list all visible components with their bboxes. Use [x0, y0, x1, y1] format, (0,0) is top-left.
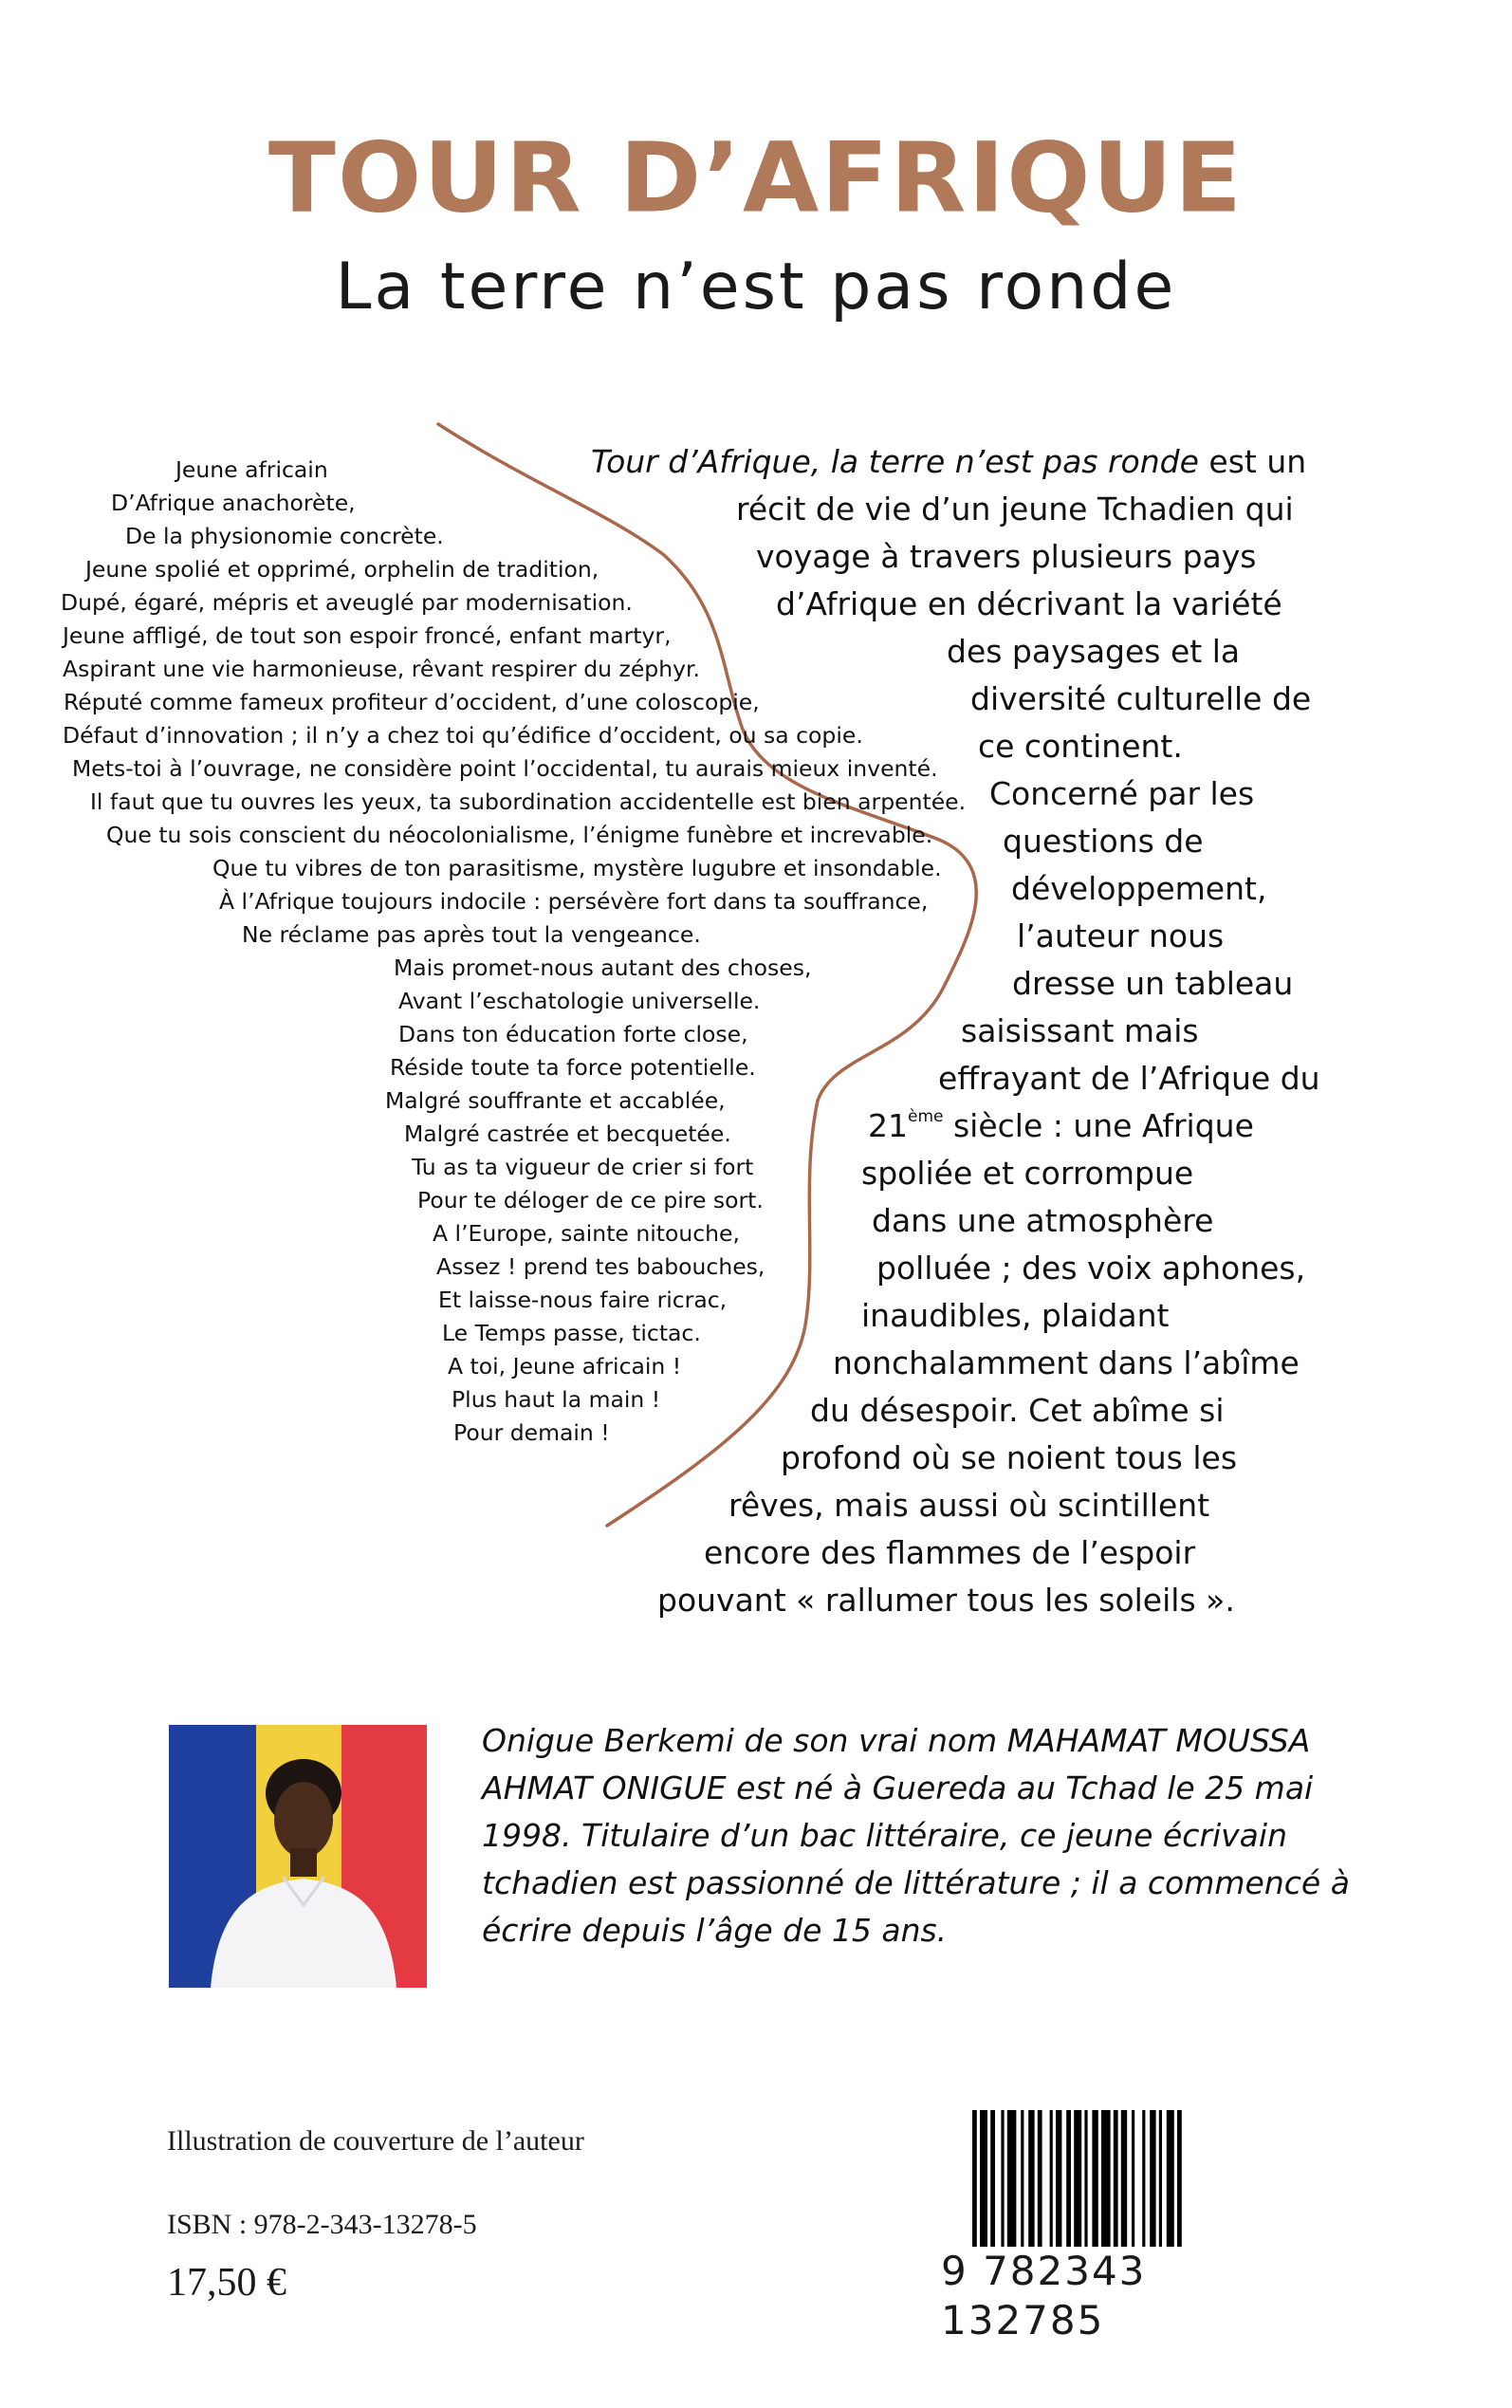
blurb-line: Concerné par les [989, 775, 1255, 812]
blurb-line: saisissant mais [961, 1012, 1199, 1049]
poem-line: Aspirant une vie harmonieuse, rêvant respirer du zéphyr. [63, 656, 700, 682]
poem-line: À l’Afrique toujours indocile : persévère fort dans ta souffrance, [219, 888, 929, 915]
blurb-line: dresse un tableau [1012, 965, 1294, 1002]
blurb-line-rest: est un [1198, 443, 1307, 480]
book-title: TOUR D’AFRIQUE [267, 120, 1245, 234]
poem-line: Mets-toi à l’ouvrage, ne considère point l’occidental, tu aurais mieux inventé. [72, 755, 938, 782]
blurb-line: encore des flammes de l’espoir [704, 1534, 1196, 1571]
poem-line: Malgré souffrante et accablée, [385, 1087, 726, 1114]
century-number: 21 [868, 1107, 908, 1144]
century-superscript: ème [908, 1107, 944, 1126]
barcode-number: 9 782343 132785 [939, 2247, 1320, 2345]
blurb-line: profond où se noient tous les [781, 1439, 1238, 1476]
poem-line: Tu as ta vigueur de crier si fort [412, 1154, 754, 1180]
blurb-line: rêves, mais aussi où scintillent [728, 1487, 1210, 1524]
poem-line: Jeune spolié et opprimé, orphelin de tradition, [85, 556, 599, 583]
century-rest: siècle : une Afrique [943, 1107, 1254, 1144]
blurb-line: des paysages et la [947, 633, 1241, 670]
blurb-line: diversité culturelle de [970, 680, 1312, 717]
book-subtitle: La terre n’est pas ronde [335, 250, 1177, 324]
poem-line: Mais promet-nous autant des choses, [394, 954, 812, 981]
blurb-line: ce continent. [978, 728, 1183, 765]
author-photo [169, 1725, 427, 1988]
blurb-line: effrayant de l’Afrique du [938, 1060, 1320, 1097]
poem-line: Pour demain ! [453, 1419, 610, 1446]
blurb-line: récit de vie d’un jeune Tchadien qui [736, 491, 1294, 528]
poem-line: Plus haut la main ! [452, 1386, 661, 1413]
poem-line: Que tu vibres de ton parasitisme, mystère lugubre et insondable. [212, 855, 942, 881]
author-bio-line: AHMAT ONIGUE est né à Guereda au Tchad le 25 mai [482, 1769, 1314, 1806]
blurb-line: questions de [1003, 823, 1204, 860]
blurb-line [868, 1102, 1254, 1150]
cover-illustration-credit: Illustration de couverture de l’auteur [167, 2125, 584, 2157]
poem-line: Jeune africain [175, 456, 328, 483]
blurb-line [591, 438, 1306, 486]
poem-line: A toi, Jeune africain ! [448, 1353, 682, 1380]
author-bio-line: écrire depuis l’âge de 15 ans. [482, 1912, 948, 1949]
blurb-line: du désespoir. Cet abîme si [810, 1392, 1225, 1429]
author-bio-line: 1998. Titulaire d’un bac littéraire, ce jeune écrivain [482, 1817, 1287, 1854]
blurb-line: voyage à travers plusieurs pays [756, 538, 1257, 575]
blurb-line: pouvant « rallumer tous les soleils ». [657, 1582, 1235, 1619]
poem-line: Il faut que tu ouvres les yeux, ta subordination accidentelle est bien arpentée. [90, 788, 967, 815]
poem-line: Et laisse-nous faire ricrac, [438, 1287, 728, 1313]
poem-line: Le Temps passe, tictac. [442, 1320, 701, 1346]
poem-line: Dupé, égaré, mépris et aveuglé par modernisation. [61, 589, 633, 616]
poem-line: Défaut d’innovation ; il n’y a chez toi qu’édifice d’occident, ou sa copie. [63, 722, 863, 749]
blurb-book-title: Tour d’Afrique, la terre n’est pas ronde [591, 443, 1199, 480]
author-bio-line: tchadien est passionné de littérature ; il a commencé à [482, 1864, 1350, 1901]
poem-line: Malgré castrée et becquetée. [404, 1121, 731, 1147]
poem-line: De la physionomie concrète. [125, 523, 444, 549]
poem-line: Pour te déloger de ce pire sort. [417, 1187, 764, 1213]
poem-line: Que tu sois conscient du néocolonialisme, l’énigme funèbre et increvable. [106, 822, 933, 848]
blurb-line: l’auteur nous [1017, 917, 1225, 954]
poem-line: Réputé comme fameux profiteur d’occident, d’une coloscopie, [64, 689, 760, 715]
poem-line: D’Afrique anachorète, [111, 490, 356, 516]
blurb-line: spoliée et corrompue [861, 1155, 1194, 1192]
blurb-line: nonchalamment dans l’abîme [833, 1344, 1300, 1381]
author-bio-line: Onigue Berkemi de son vrai nom MAHAMAT MOUSSA [482, 1722, 1311, 1759]
poem-line: A l’Europe, sainte nitouche, [433, 1220, 740, 1247]
poem-line: Ne réclame pas après tout la vengeance. [242, 921, 701, 948]
blurb-line: polluée ; des voix aphones, [876, 1250, 1306, 1287]
poem-line: Jeune affligé, de tout son espoir froncé, enfant martyr, [63, 622, 672, 649]
poem-line: Avant l’eschatologie universelle. [398, 988, 761, 1014]
author-portrait-illustration [169, 1725, 427, 1988]
blurb-line: d’Afrique en décrivant la variété [776, 585, 1282, 622]
poem-line: Assez ! prend tes babouches, [436, 1253, 765, 1280]
blurb-line: dans une atmosphère [872, 1202, 1214, 1239]
blurb-line: inaudibles, plaidant [861, 1297, 1170, 1334]
isbn: ISBN : 978-2-343-13278-5 [167, 2209, 477, 2240]
poem-line: Dans ton éducation forte close, [398, 1021, 748, 1047]
price: 17,50 € [167, 2261, 286, 2305]
poem-line: Réside toute ta force potentielle. [390, 1054, 756, 1081]
blurb-line: développement, [1011, 870, 1267, 907]
